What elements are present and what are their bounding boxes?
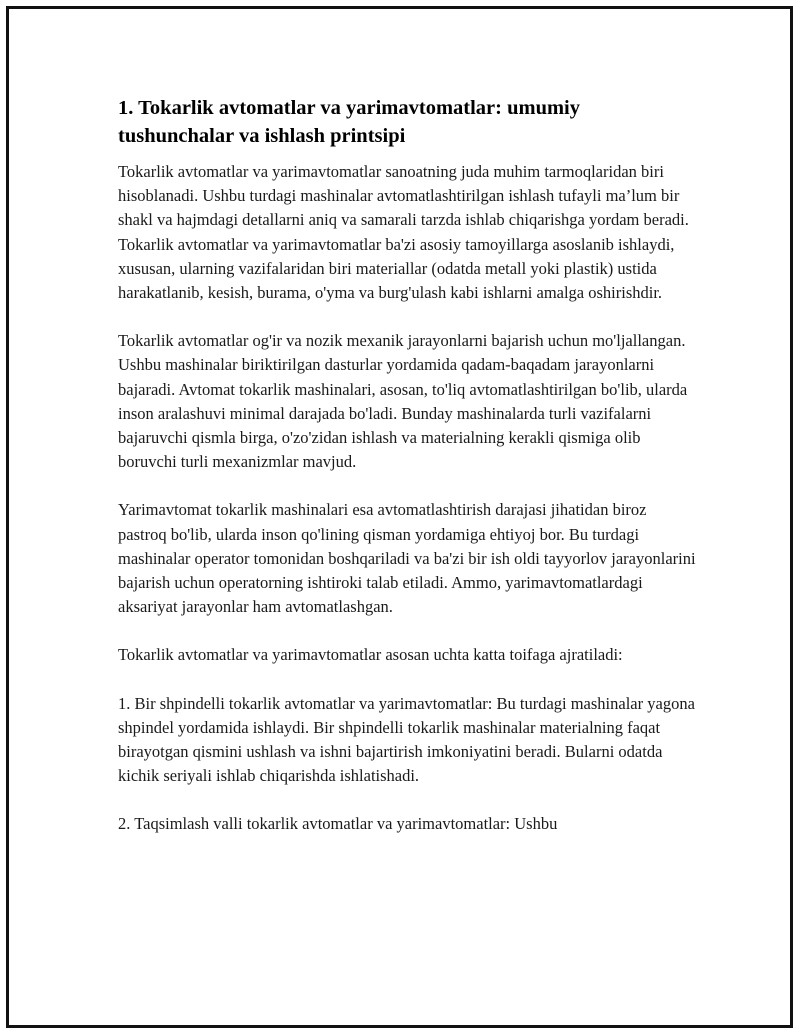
paragraph-intro: Tokarlik avtomatlar va yarimavtomatlar sanoatning juda muhim tarmoqlaridan biri hisoblanadi. Ushbu turdagi mashinalar avtomatlashtirilgan ishlash tufayli ma’lum bir shakl va hajmdagi detallarni aniq va samarali tarzda ishlab chiqarishga yordam beradi. Tokarlik avtomatlar va yarimavtomatlar ba'zi asosiy tamoyillarga asoslanib ishlaydi, xususan, ularning vazifalaridan biri materiallar (odatda metall yoki plastik) ustida harakatlanib, kesish, burama, o'yma va burg'ulash kabi ishlarni amalga oshirishdir. [118, 162, 689, 303]
document-body [118, 94, 698, 861]
list-item-distribution-shaft: 2. Taqsimlash valli tokarlik avtomatlar va yarimavtomatlar: Ushbu [118, 814, 558, 834]
section-heading: 1. Tokarlik avtomatlar va yarimavtomatlar: umumiy tushunchalar va ishlash printsipi [118, 97, 580, 147]
paragraph-semi-automatic-lathes: Yarimavtomat tokarlik mashinalari esa avtomatlashtirish darajasi jihatidan biroz pastroq bo'lib, ularda inson qo'lining qisman yordamiga ehtiyoj bor. Bu turdagi mashinalar operator tomonidan boshqariladi va ba'zi bir ish oldi tayyorlov jarayonlarini bajarish uchun operatorning ishtiroki talab etiladi. Ammo, yarimavtomatlardagi aksariyat jarayonlar ham avtomatlashgan. [118, 500, 696, 617]
list-item-single-spindle: 1. Bir shpindelli tokarlik avtomatlar va yarimavtomatlar: Bu turdagi mashinalar yagona shpindel yordamida ishlaydi. Bir shpindelli tokarlik mashinalar materialning faqat birayotgan qismini ushlash va ishni bajartirish imkoniyatini beradi. Bularni odatda kichik seriyali ishlab chiqarishda ishlatishadi. [118, 693, 695, 786]
paragraph-categories-intro: Tokarlik avtomatlar va yarimavtomatlar asosan uchta katta toifaga ajratiladi: [118, 645, 623, 665]
paragraph-automatic-lathes: Tokarlik avtomatlar og'ir va nozik mexanik jarayonlarni bajarish uchun mo'ljallangan. Ushbu mashinalar biriktirilgan dasturlar yordamida qadam-baqadam jarayonlarni bajaradi. Avtomat tokarlik mashinalari, asosan, to'liq avtomatlashtirilgan bo'lib, ularda inson aralashuvi minimal darajada bo'ladi. Bunday mashinalarda turli vazifalarni bajaruvchi qismla birga, o'zo'zidan ishlash va materialning kerakli qismiga olib boruvchi turli mexanizmlar mavjud. [118, 331, 688, 472]
